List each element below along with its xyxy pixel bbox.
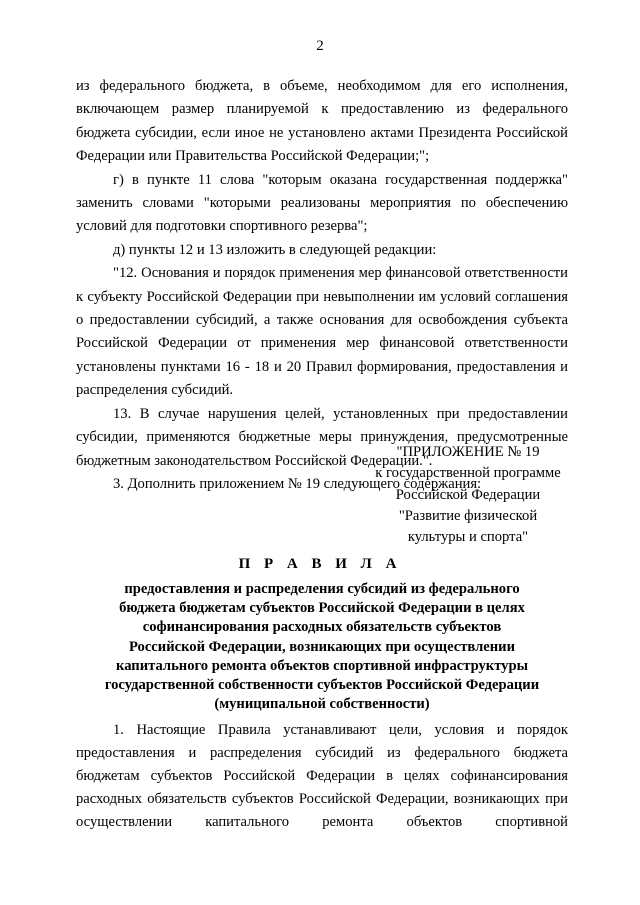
- subtitle-line: государственной собственности субъектов Российской Федерации: [104, 677, 540, 694]
- rules-paragraph-1: 1. Настоящие Правила устанавливают цели, условия и порядок предоставления и распределения субсидий из федерального бюджета бюджетам субъектов Российской Федерации в целях софинансирования расходных обязательств субъектов Российской Федерации, возникающих при осуществлении капитального ремонта объектов спортивной: [76, 722, 568, 831]
- appendix-line: культуры и спорта": [407, 529, 529, 546]
- amendment-text: [76, 75, 568, 496]
- subtitle-line: (муниципальной собственности): [214, 696, 430, 713]
- rules-subtitle: [80, 580, 564, 714]
- paragraph-point-3: 3. Дополнить приложением № 19 следующего содержания:: [113, 475, 482, 492]
- subtitle-line: предоставления и распределения субсидий из федерального: [124, 581, 520, 597]
- subtitle-line: капитального ремонта объектов спортивной инфраструктуры: [116, 657, 528, 674]
- rules-body: [76, 719, 568, 834]
- paragraph-item-g: г) в пункте 11 слова "которым оказана государственная поддержка" заменить словами "которыми реализованы мероприятия по обеспечению условий для подготовки спортивного резерва";: [76, 171, 568, 235]
- page-number: 2: [316, 38, 324, 54]
- appendix-line: к государственной программе: [375, 465, 561, 482]
- subtitle-line: бюджета бюджетам субъектов Российской Федерации в целях: [119, 600, 525, 617]
- appendix-line: "Развитие физической: [398, 507, 538, 524]
- rules-title: П Р А В И Л А: [238, 556, 402, 572]
- appendix-line: "ПРИЛОЖЕНИЕ № 19: [396, 444, 540, 460]
- paragraph-point-12: "12. Основания и порядок применения мер финансовой ответственности к субъекту Российской Федерации при невыполнении им условий соглашения о предоставлении субсидий, а также основания для освобождения субъекта Российской Федерации от применения мер финансовой ответственности установлены пунктами 16 - 18 и 20 Правил формирования, предоставления и распределения субсидий.: [76, 265, 568, 399]
- subtitle-line: Российской Федерации, возникающих при осуществлении: [128, 638, 515, 655]
- subtitle-line: софинансирования расходных обязательств субъектов: [142, 619, 502, 636]
- appendix-header: [352, 442, 584, 548]
- appendix-line: Российской Федерации: [395, 486, 541, 503]
- paragraph-continuation: из федерального бюджета, в объеме, необходимом для его исполнения, включающем размер планируемой к предоставлению из федерального бюджета субсидии, если иное не установлено актами Президента Российской Федерации или Правительства Российской Федерации;";: [76, 78, 568, 165]
- paragraph-point-13: 13. В случае нарушения целей, установленных при предоставлении субсидии, применяются бюджетные меры принуждения, предусмотренные бюджетным законодательством Российской Федерации.".: [76, 405, 568, 469]
- paragraph-item-d: д) пункты 12 и 13 изложить в следующей редакции:: [113, 241, 437, 258]
